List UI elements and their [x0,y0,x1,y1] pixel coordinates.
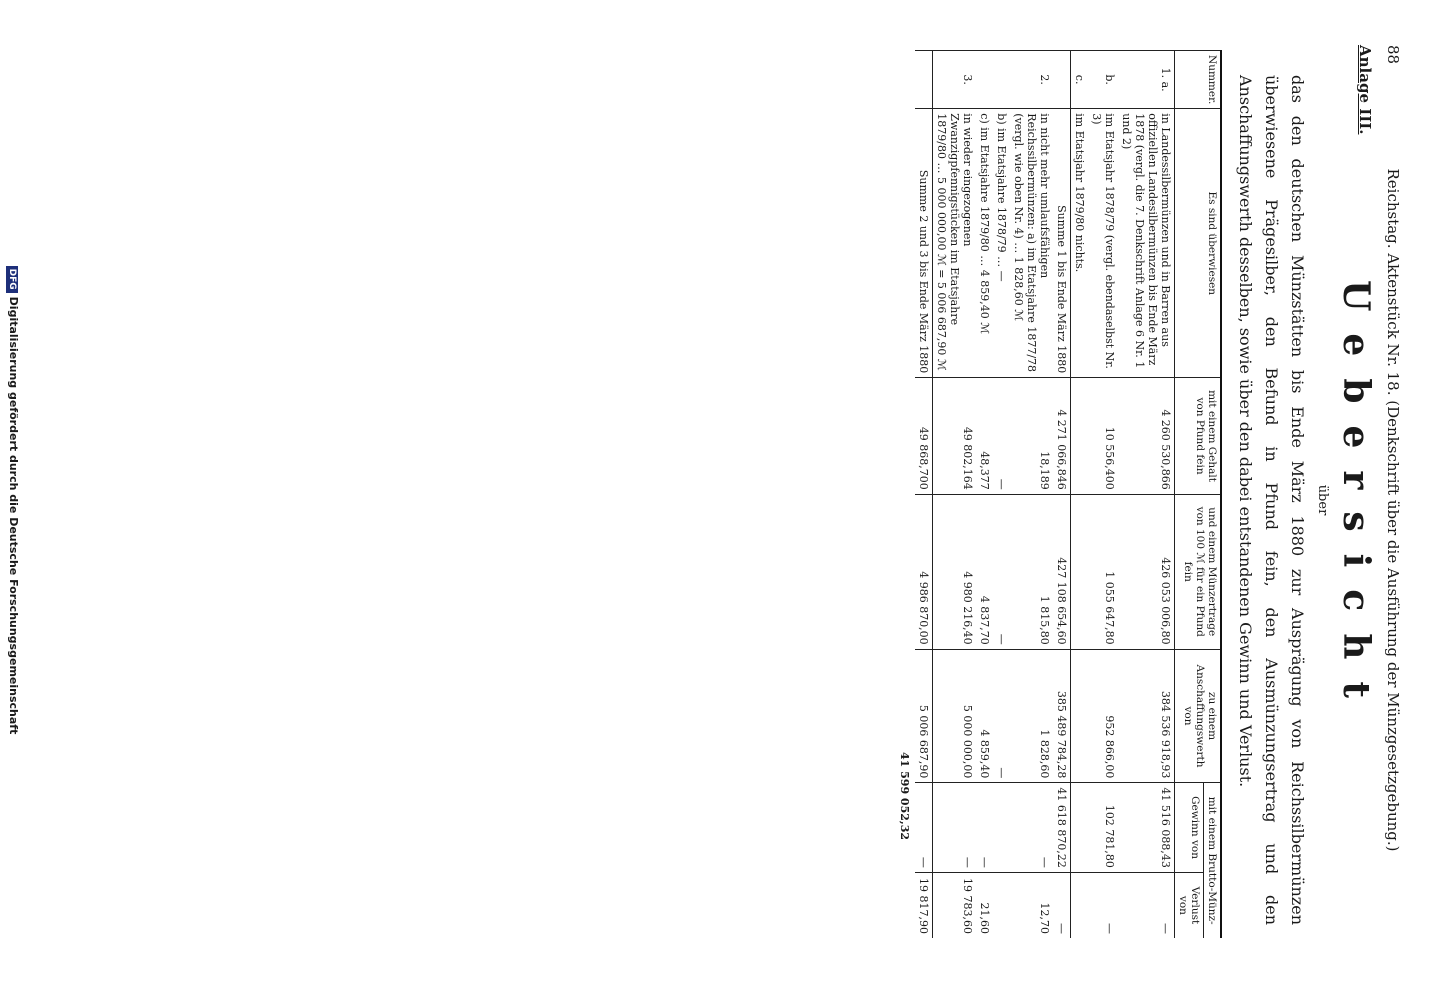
data-table [915,50,1222,938]
cell-gewinn: — [976,783,993,872]
col-nummer: Nummer. [1175,51,1222,109]
cell-gewinn: — [915,783,933,872]
cell-nr: c. [1071,51,1089,109]
cell-desc: c) im Etatsjahre 1879/80 … 4 859,40 ℳ [976,109,993,378]
document-subtitle: das den deutschen Münzstätten bis Ende März 1880 zur Ausprägung von Reichssilbermünzen überwiesene Prägesilber, den Befund in Pfund fein, den Ausmünzungsertrag und den Anschaffungswerth desselben, sowie über den dabei entstandenen Gewinn und Verlust. [1236,75,1307,925]
cell-nr [976,51,993,109]
cell-verlust [993,872,1010,938]
cell-ertrag: — [993,494,1010,649]
col-gehalt: mit einem Gehalt von Pfund fein [1175,378,1222,495]
cell-nr: 2. [1010,51,1053,109]
table-row [1071,51,1089,939]
cell-ertrag: 426 053 006,80 [1118,494,1175,649]
cell-gewinn: 41 516 088,43 [1118,783,1175,872]
cell-ertrag: 4 980 216,40 [933,494,977,649]
col-brutto: mit einem Brutto-Münz- [1204,783,1222,938]
cell-gehalt: 49 868,700 [915,378,933,495]
col-ertrag: und einem Münzertrage von 100 ℳ für ein Pfund fein [1175,494,1222,649]
cell-gehalt: 10 556,400 [1088,378,1118,495]
cell-gehalt: 4 271 066,846 [1053,378,1071,495]
cell-gewinn: — [933,783,977,872]
cell-desc: in Landessilbermünzen und in Barren aus offiziellen Landesilbermünzen bis Ende März 1878 (vergl. die 7. Denkschrift Anlage 6 Nr. 1 und 2) [1118,109,1175,378]
cell-verlust: 21,60 [976,872,993,938]
cell-nr: b. [1088,51,1118,109]
appendix-label: Anlage III. [1356,45,1374,135]
cell-verlust: — [1053,872,1071,938]
digitization-text: Digitalisierung gefördert durch die Deutsche Forschungsgemeinschaft [7,296,20,735]
cell-desc: Summe 2 und 3 bis Ende März 1880 [915,109,933,378]
cell-verlust: 19 817,90 [915,872,933,938]
cell-ertrag: 427 108 654,60 [1053,494,1071,649]
cell-gehalt: 49 802,164 [933,378,977,495]
table-row [1088,51,1118,939]
cell-wert: 4 859,40 [976,649,993,783]
page-number: 88 [1384,45,1402,65]
net-gain: 41 599 052,32 [898,752,911,841]
cell-gehalt: 48,377 [976,378,993,495]
cell-ertrag [1071,494,1089,649]
col-verlust: Verlust von [1175,872,1204,938]
cell-wert: — [993,649,1010,783]
cell-gehalt: — [993,378,1010,495]
cell-wert: 1 828,60 [1010,649,1053,783]
running-head: Reichstag. Aktenstück Nr. 18. (Denkschrift über die Ausführung der Münzgesetzgebung.) [1384,168,1402,852]
cell-verlust: — [1088,872,1118,938]
cell-gewinn: 41 618 870,22 [1053,783,1071,872]
cell-nr [993,51,1010,109]
document-title: Uebersicht [1335,279,1377,720]
cell-gewinn [993,783,1010,872]
cell-nr: 3. [933,51,977,109]
col-desc: Es sind überwiesen [1175,109,1222,378]
cell-wert: 385 489 784,28 [1053,649,1071,783]
cell-nr: 1. a. [1118,51,1175,109]
cell-wert: 384 536 918,93 [1118,649,1175,783]
dfg-logo: DFG [6,266,18,293]
cell-nr [915,51,933,109]
cell-wert: 5 006 687,90 [915,649,933,783]
title-connector: über [1315,484,1330,516]
cell-wert [1071,649,1089,783]
col-gewinn: Gewinn von [1175,783,1204,872]
cell-verlust: 19 783,60 [933,872,977,938]
table-row [993,51,1010,939]
cell-desc: Summe 1 bis Ende März 1880 [1053,109,1071,378]
cell-ertrag: 1 815,80 [1010,494,1053,649]
digitization-note [6,0,20,1000]
cell-gehalt: 18,189 [1010,378,1053,495]
table-row [1118,51,1175,939]
cell-verlust: — [1118,872,1175,938]
cell-desc: in nicht mehr umlaufsfähigen Reichssilbermünzen: a) im Etatsjahre 1877/78 (vergl. wie oben Nr. 4) … 1 828,60 ℳ [1010,109,1053,378]
cell-wert: 952 866,00 [1088,649,1118,783]
cell-gewinn: 102 781,80 [1088,783,1118,872]
table-row [1010,51,1053,939]
cell-gewinn: — [1010,783,1053,872]
table-row [976,51,993,939]
table-row [915,51,933,939]
cell-verlust: 12,70 [1010,872,1053,938]
cell-desc: im Etatsjahr 1879/80 nichts. [1071,109,1089,378]
cell-verlust [1071,872,1089,938]
table-row [933,51,977,939]
table-row [1053,51,1071,939]
cell-desc: b) im Etatsjahre 1878/79 … — [993,109,1010,378]
cell-nr [1053,51,1071,109]
col-wert: zu einem Anschaffungswerth von [1175,649,1222,783]
cell-gewinn [1071,783,1089,872]
cell-gehalt [1071,378,1089,495]
cell-desc: in wieder eingezogenen Zwanzigpfennigstücken im Etatsjahre 1879/80 … 5 000 000,00 ℳ = 5 006 687,90 ℳ [933,109,977,378]
cell-wert: 5 000 000,00 [933,649,977,783]
cell-ertrag: 4 837,70 [976,494,993,649]
cell-gehalt: 4 260 530,866 [1118,378,1175,495]
cell-ertrag: 4 986 870,00 [915,494,933,649]
cell-desc: im Etatsjahr 1878/79 (vergl. ebendaselbst Nr. 3) [1088,109,1118,378]
cell-ertrag: 1 055 647,80 [1088,494,1118,649]
